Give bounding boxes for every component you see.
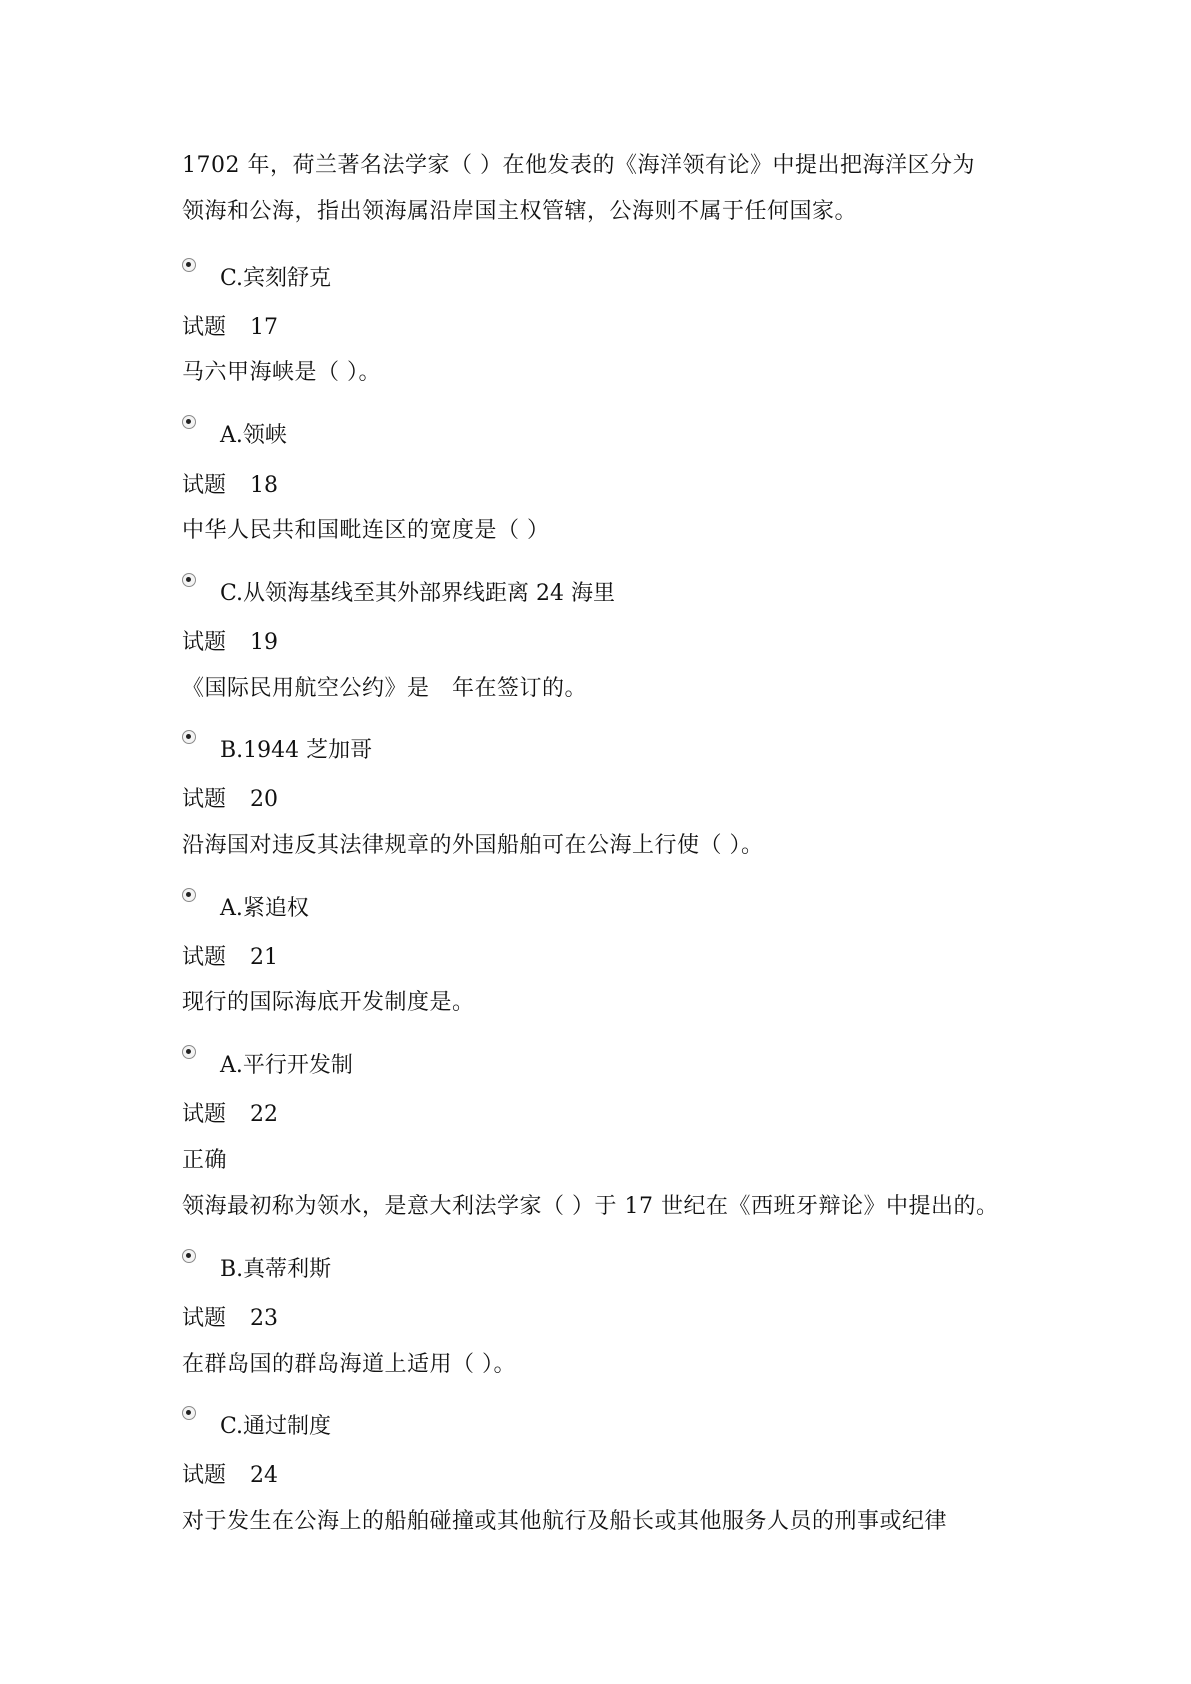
question-text: 沿海国对违反其法律规章的外国船舶可在公海上行使（ ）。 — [182, 833, 764, 858]
question-label: 试题 — [182, 1102, 227, 1127]
answer-label: B.1944 芝加哥 — [220, 738, 373, 763]
question-text: 马六甲海峡是（ ）。 — [182, 360, 381, 385]
question-number-value: 22 — [250, 1102, 279, 1127]
question-text: 中华人民共和国毗连区的宽度是（ ） — [182, 518, 550, 543]
question-number-value: 18 — [250, 473, 279, 498]
radio-selected-icon[interactable] — [182, 1045, 196, 1059]
radio-selected-icon[interactable] — [182, 258, 196, 272]
question-number — [182, 313, 278, 343]
question-text: 《国际民用航空公约》是 年在签订的。 — [182, 676, 588, 701]
radio-selected-icon[interactable] — [182, 1249, 196, 1263]
answer-label: A.平行开发制 — [220, 1053, 353, 1078]
question-number-value: 23 — [250, 1306, 279, 1331]
radio-selected-icon[interactable] — [182, 1406, 196, 1420]
radio-selected-icon[interactable] — [182, 573, 196, 587]
radio-selected-icon[interactable] — [182, 730, 196, 744]
question-number-value: 17 — [250, 315, 279, 340]
question-label: 试题 — [182, 630, 227, 655]
question-label: 试题 — [182, 787, 227, 812]
question-number — [182, 785, 278, 815]
question-number — [182, 1461, 278, 1491]
question-number — [182, 471, 278, 501]
question-text: 在群岛国的群岛海道上适用（ ）。 — [182, 1352, 516, 1377]
answer-label: A.紧追权 — [220, 896, 309, 921]
question-label: 试题 — [182, 1306, 227, 1331]
question-text: 现行的国际海底开发制度是。 — [182, 990, 475, 1015]
question-number-value: 21 — [250, 945, 279, 970]
answer-label: C.从领海基线至其外部界线距离 24 海里 — [220, 581, 616, 606]
radio-selected-icon[interactable] — [182, 415, 196, 429]
question-text: 领海最初称为领水，是意大利法学家（ ）于 17 世纪在《西班牙辩论》中提出的。 — [182, 1194, 999, 1219]
question-text: 对于发生在公海上的船舶碰撞或其他航行及船长或其他服务人员的刑事或纪律 — [182, 1509, 948, 1534]
question-label: 试题 — [182, 473, 227, 498]
answer-label: C.通过制度 — [220, 1414, 332, 1439]
question-label: 试题 — [182, 315, 227, 340]
answer-label: B.真蒂利斯 — [220, 1257, 332, 1282]
answer-label: C.宾刻舒克 — [220, 266, 332, 291]
answer-label: A.领峡 — [220, 423, 287, 448]
question-text: 领海和公海，指出领海属沿岸国主权管辖，公海则不属于任何国家。 — [182, 199, 858, 224]
radio-selected-icon[interactable] — [182, 888, 196, 902]
question-label: 试题 — [182, 1463, 227, 1488]
status-text: 正确 — [182, 1148, 228, 1173]
question-label: 试题 — [182, 945, 227, 970]
question-number — [182, 1100, 278, 1130]
question-number-value: 20 — [250, 787, 279, 812]
question-text: 1702 年，荷兰著名法学家（ ）在他发表的《海洋领有论》中提出把海洋区分为 — [182, 153, 975, 178]
question-number-value: 19 — [250, 630, 279, 655]
question-number — [182, 1304, 278, 1334]
question-number — [182, 943, 278, 973]
question-number-value: 24 — [250, 1463, 279, 1488]
question-number — [182, 628, 278, 658]
